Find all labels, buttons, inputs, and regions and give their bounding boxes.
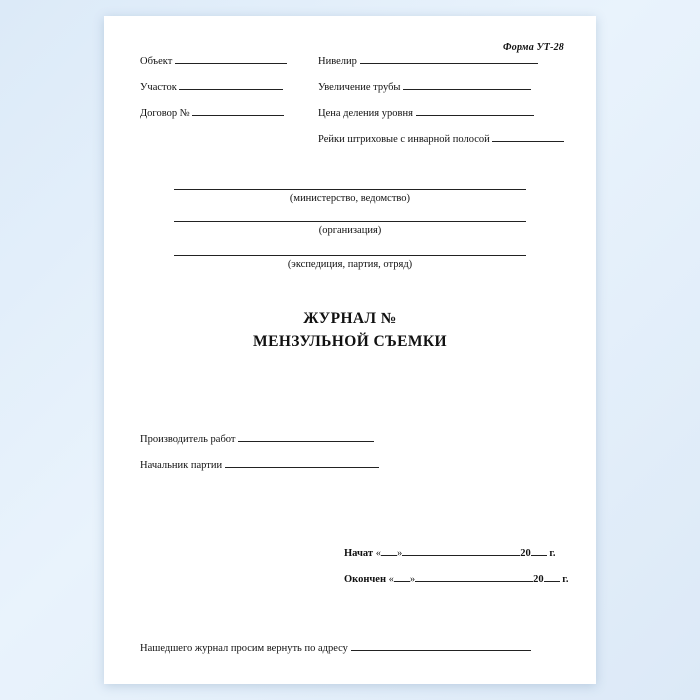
field-uchastok-input[interactable] xyxy=(179,80,283,90)
block-ministry xyxy=(174,188,526,204)
field-cena-deleniya xyxy=(318,106,534,119)
field-nivelir-label: Нивелир xyxy=(318,56,357,67)
field-nivelir-input[interactable] xyxy=(360,54,538,64)
block-expedition xyxy=(174,254,526,270)
block-ministry-input[interactable] xyxy=(174,188,526,190)
field-dogovor-label: Договор № xyxy=(140,108,190,119)
field-object xyxy=(140,54,287,67)
block-ministry-caption: (министерство, ведомство) xyxy=(289,193,411,204)
signature-producer xyxy=(140,432,374,445)
signature-chief xyxy=(140,458,379,471)
document-content xyxy=(104,16,596,684)
field-object-input[interactable] xyxy=(175,54,287,64)
field-uchastok xyxy=(140,80,283,93)
document-page xyxy=(104,16,596,684)
date-started-quote-open: « xyxy=(375,548,381,559)
field-reyki xyxy=(318,132,564,145)
date-finished-year-input[interactable] xyxy=(544,572,560,582)
field-uvelichenie-truby-input[interactable] xyxy=(403,80,531,90)
field-reyki-label: Рейки штриховые с инварной полосой xyxy=(318,134,490,145)
date-started-day-input[interactable] xyxy=(381,546,397,556)
signature-producer-input[interactable] xyxy=(238,432,374,442)
field-reyki-input[interactable] xyxy=(492,132,564,142)
signature-chief-label: Начальник партии xyxy=(140,460,223,471)
field-uvelichenie-truby xyxy=(318,80,531,93)
block-expedition-input[interactable] xyxy=(174,254,526,256)
date-finished-suffix: г. xyxy=(562,574,569,585)
date-started-year-input[interactable] xyxy=(531,546,547,556)
return-address-input[interactable] xyxy=(351,641,531,651)
page-title-line1: ЖУРНАЛ № xyxy=(303,310,397,327)
field-uvelichenie-truby-label: Увеличение трубы xyxy=(318,82,401,93)
field-cena-deleniya-label: Цена деления уровня xyxy=(318,108,413,119)
field-dogovor-input[interactable] xyxy=(192,106,284,116)
date-finished xyxy=(344,572,568,585)
block-expedition-caption: (экспедиция, партия, отряд) xyxy=(287,259,413,270)
date-finished-label: Окончен xyxy=(344,574,387,585)
date-started-year: 20 xyxy=(520,548,531,559)
signature-chief-input[interactable] xyxy=(225,458,379,468)
date-started-month-input[interactable] xyxy=(402,546,520,556)
field-cena-deleniya-input[interactable] xyxy=(416,106,534,116)
date-finished-day-input[interactable] xyxy=(394,572,410,582)
return-address-label: Нашедшего журнал просим вернуть по адресу xyxy=(140,643,348,654)
field-uchastok-label: Участок xyxy=(140,82,177,93)
date-finished-year: 20 xyxy=(533,574,544,585)
field-object-label: Объект xyxy=(140,56,173,67)
date-finished-quote-open: « xyxy=(388,574,394,585)
date-started-label: Начат xyxy=(344,548,374,559)
form-code: Форма УТ-28 xyxy=(503,42,564,53)
date-started-suffix: г. xyxy=(549,548,556,559)
return-address-line xyxy=(140,641,531,654)
date-finished-month-input[interactable] xyxy=(415,572,533,582)
date-finished-quote-close: » xyxy=(409,574,416,585)
page-title xyxy=(104,310,596,351)
field-dogovor xyxy=(140,106,284,119)
page-title-line2: МЕНЗУЛЬНОЙ СЪЕМКИ xyxy=(253,333,447,350)
block-organization xyxy=(174,220,526,236)
date-started-quote-close: » xyxy=(396,548,403,559)
block-organization-input[interactable] xyxy=(174,220,526,222)
block-organization-caption: (организация) xyxy=(318,225,382,236)
date-started xyxy=(344,546,556,559)
field-nivelir xyxy=(318,54,538,67)
signature-producer-label: Производитель работ xyxy=(140,434,236,445)
